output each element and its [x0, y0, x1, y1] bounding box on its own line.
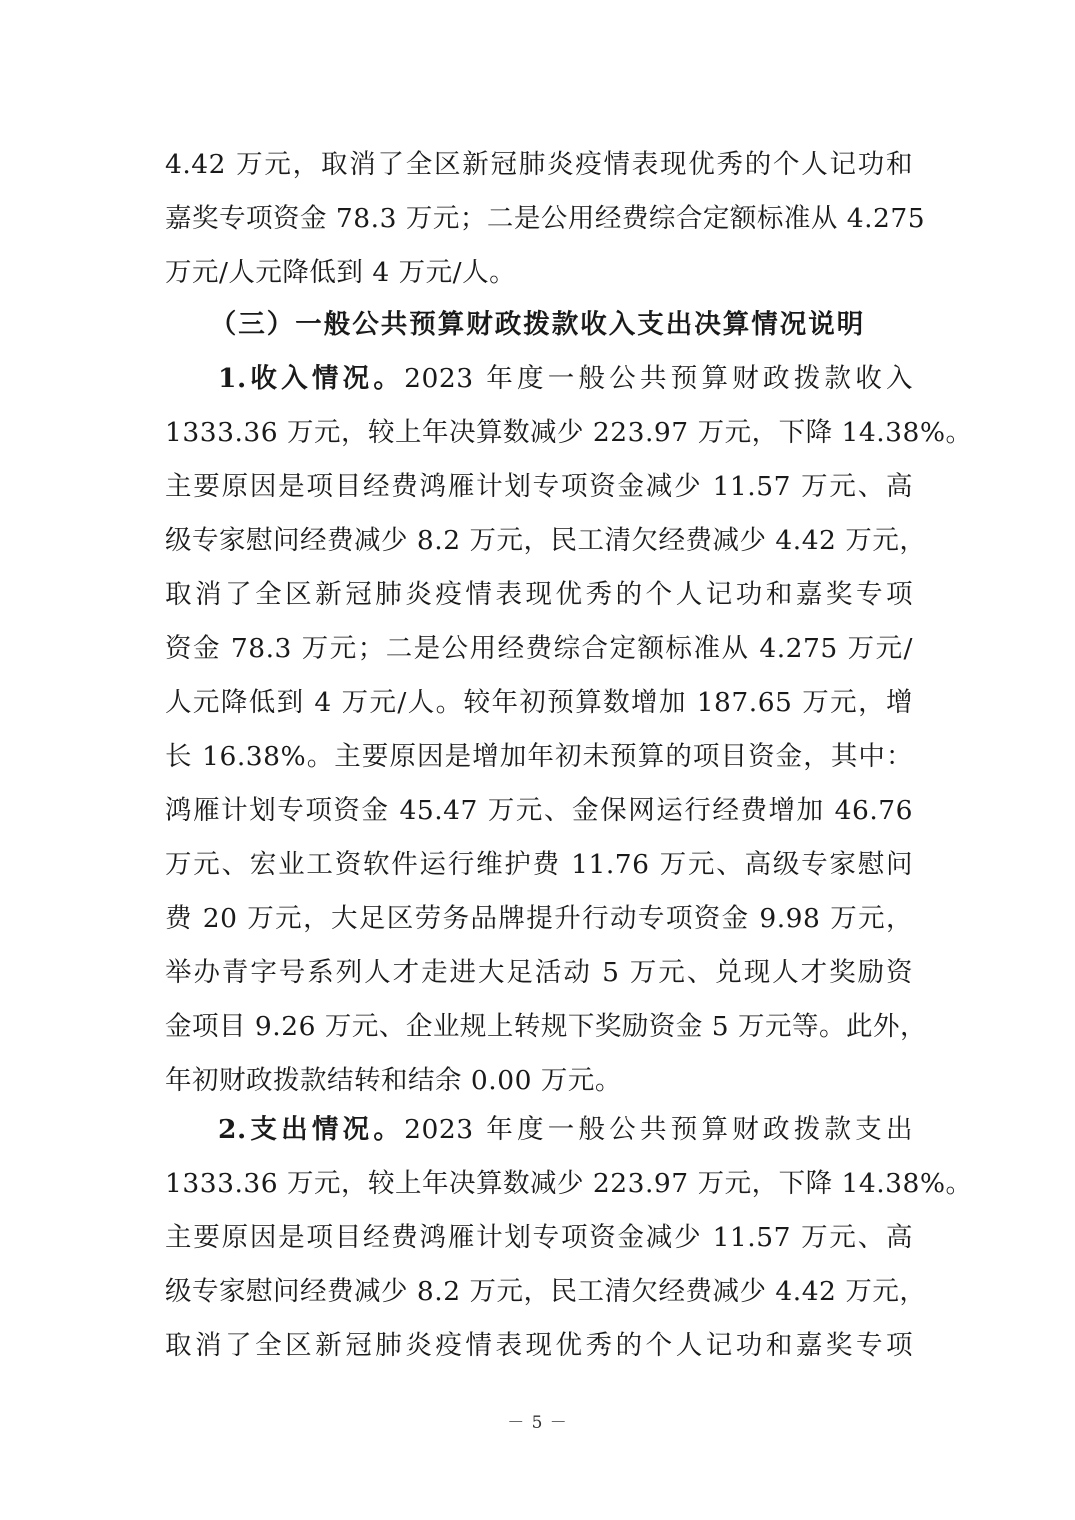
text-line: 举办青字号系列人才走进大足活动 5 万元、兑现人才奖励资	[165, 957, 913, 988]
text-line: 鸿雁计划专项资金 45.47 万元、金保网运行经费增加 46.76	[165, 795, 913, 826]
income-first-line-text: 2023 年度一般公共预算财政拨款收入	[404, 363, 913, 394]
text-line: 级专家慰问经费减少 8.2 万元，民工清欠经费减少 4.42 万元，	[165, 525, 927, 556]
text-line: 万元/人元降低到 4 万元/人。	[165, 257, 517, 288]
text-line: 4.42 万元，取消了全区新冠肺炎疫情表现优秀的个人记功和	[165, 149, 913, 180]
text-line: 人元降低到 4 万元/人。较年初预算数增加 187.65 万元，增	[165, 687, 913, 718]
text-line: 1333.36 万元，较上年决算数减少 223.97 万元，下降 14.38%。	[165, 1168, 973, 1199]
text-line: 资金 78.3 万元；二是公用经费综合定额标准从 4.275 万元/	[165, 633, 913, 664]
income-lead: 1.收入情况。	[218, 363, 405, 394]
income-paragraph	[165, 352, 973, 1108]
text-line: 金项目 9.26 万元、企业规上转规下奖励资金 5 万元等。此外，	[165, 1011, 928, 1042]
text-line: 长 16.38%。主要原因是增加年初未预算的项目资金，其中：	[165, 741, 913, 772]
text-line: 级专家慰问经费减少 8.2 万元，民工清欠经费减少 4.42 万元，	[165, 1276, 927, 1307]
paragraph-first-line	[165, 352, 913, 406]
text-line: 嘉奖专项资金 78.3 万元；二是公用经费综合定额标准从 4.275	[165, 203, 926, 234]
expense-first-line-text: 2023 年度一般公共预算财政拨款支出	[404, 1114, 913, 1145]
paragraph-first-line	[165, 1103, 913, 1157]
text-line: 取消了全区新冠肺炎疫情表现优秀的个人记功和嘉奖专项	[165, 1330, 913, 1361]
text-line: 年初财政拨款结转和结余 0.00 万元。	[165, 1065, 622, 1096]
expense-paragraph	[165, 1103, 973, 1373]
text-line: 1333.36 万元，较上年决算数减少 223.97 万元，下降 14.38%。	[165, 417, 973, 448]
text-line: 取消了全区新冠肺炎疫情表现优秀的个人记功和嘉奖专项	[165, 579, 913, 610]
continued-paragraph	[165, 138, 926, 300]
text-line: 费 20 万元，大足区劳务品牌提升行动专项资金 9.98 万元，	[165, 903, 913, 934]
text-line: 主要原因是项目经费鸿雁计划专项资金减少 11.57 万元、高	[165, 471, 913, 502]
text-line: 主要原因是项目经费鸿雁计划专项资金减少 11.57 万元、高	[165, 1222, 913, 1253]
page-number: － 5 －	[507, 1413, 568, 1433]
text-line: 万元、宏业工资软件运行维护费 11.76 万元、高级专家慰问	[165, 849, 913, 880]
expense-lead: 2.支出情况。	[218, 1114, 405, 1145]
section-heading: （三）一般公共预算财政拨款收入支出决算情况说明	[209, 309, 866, 340]
